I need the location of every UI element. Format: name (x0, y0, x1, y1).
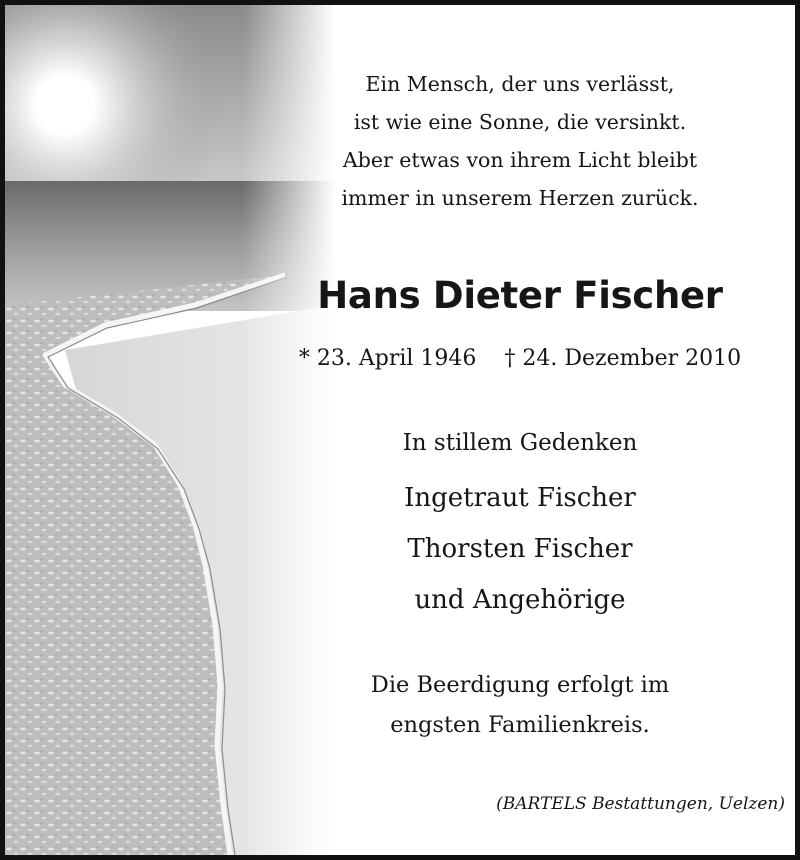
poem-line: Aber etwas von ihrem Licht bleibt (342, 148, 698, 172)
mourner: Ingetraut Fischer (404, 483, 636, 513)
poem-line: ist wie eine Sonne, die versinkt. (353, 110, 687, 134)
poem (260, 65, 780, 217)
life-dates (260, 341, 780, 377)
mourner: und Angehörige (414, 585, 626, 615)
funeral-line: Die Beerdigung erfolgt im (370, 672, 670, 698)
death-date: † 24. Dezember 2010 (504, 346, 742, 371)
memory-intro: In stillem Gedenken (402, 430, 638, 456)
funeral-line: engsten Familienkreis. (390, 712, 650, 738)
mourners-list (260, 473, 780, 626)
undertaker-credit: (BARTELS Bestattungen, Uelzen) (496, 794, 785, 814)
poem-line: Ein Mensch, der uns verlässt, (365, 72, 675, 96)
mourner: Thorsten Fischer (407, 534, 633, 564)
funeral-notice (260, 665, 780, 745)
poem-line: immer in unserem Herzen zurück. (341, 186, 699, 210)
deceased-name: Hans Dieter Fischer (317, 274, 723, 317)
birth-date: * 23. April 1946 (298, 346, 477, 371)
